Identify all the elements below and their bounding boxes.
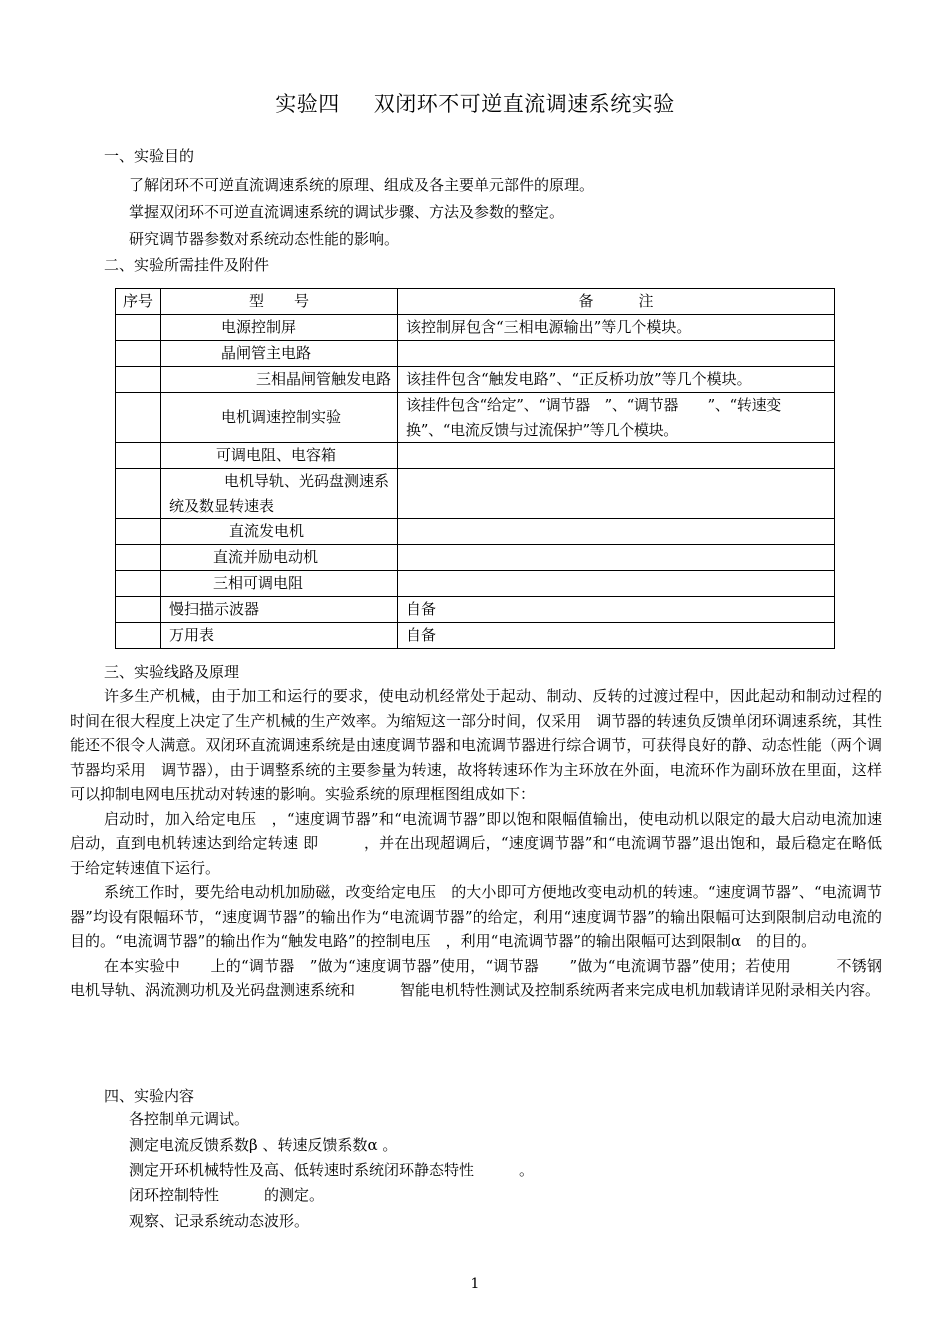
equipment-table xyxy=(115,288,835,649)
row-model: 直流发电机 xyxy=(161,519,398,545)
principle-paragraph-4: 在本实验中 上的“调节器 ”做为“速度调节器”使用，“调节器 ”做为“电流调节器”使用；若使用 不锈钢电机导轨、涡流测功机及光码盘测速系统和 智能电机特性测试及控制系统两者来完成电机加载请详见附录相关内容。 xyxy=(70,956,882,999)
row-model: 电源控制屏 xyxy=(161,315,398,341)
table-row xyxy=(116,367,835,393)
row-model: 可调电阻、电容箱 xyxy=(161,443,398,469)
objective-item-1: 了解闭环不可逆直流调速系统的原理、组成及各主要单元部件的原理。 xyxy=(129,176,595,194)
row-note: 该挂件包含“给定”、“调节器 ”、“调节器 ”、“转速变换”、“电流反馈与过流保护”等几个模块。 xyxy=(398,393,835,443)
title-experiment-number: 实验四 xyxy=(275,92,340,116)
principle-paragraph-3: 系统工作时，要先给电动机加励磁，改变给定电压 的大小即可方便地改变电动机的转速。“速度调节器”、“电流调节器”均设有限幅环节，“速度调节器”的输出作为“电流调节器”的给定，利用“速度调节器”的输出限幅可达到限制启动电流的目的。“电流调节器”的输出作为“触发电路”的控制电压 ，利用“电流调节器”的输出限幅可达到限制α 的目的。 xyxy=(70,883,882,950)
row-model: 直流并励电动机 xyxy=(161,545,398,571)
table-row xyxy=(116,393,835,443)
title-experiment-name: 双闭环不可逆直流调速系统实验 xyxy=(373,92,675,116)
row-note xyxy=(398,519,835,545)
row-number xyxy=(116,393,161,443)
section-4-heading: 四、实验内容 xyxy=(104,1087,195,1105)
section-1-heading: 一、实验目的 xyxy=(104,147,195,165)
row-number xyxy=(116,469,161,519)
content-item-4: 闭环控制特性 的测定。 xyxy=(129,1186,325,1204)
row-note xyxy=(398,545,835,571)
row-number xyxy=(116,443,161,469)
header-note: 备 注 xyxy=(398,289,835,315)
row-number xyxy=(116,623,161,649)
row-note xyxy=(398,469,835,519)
row-number xyxy=(116,341,161,367)
content-item-3: 测定开环机械特性及高、低转速时系统闭环静态特性 。 xyxy=(129,1161,535,1179)
row-model: 三相晶闸管触发电路 xyxy=(161,367,398,393)
table-row xyxy=(116,597,835,623)
row-number xyxy=(116,367,161,393)
header-model: 型 号 xyxy=(161,289,398,315)
row-model: 电机调速控制实验 xyxy=(161,393,398,443)
principle-text xyxy=(70,684,882,1003)
row-note: 该控制屏包含“三相电源输出”等几个模块。 xyxy=(398,315,835,341)
row-number xyxy=(116,571,161,597)
table-row xyxy=(116,341,835,367)
row-note: 自备 xyxy=(398,597,835,623)
objective-item-2: 掌握双闭环不可逆直流调速系统的调试步骤、方法及参数的整定。 xyxy=(129,203,565,221)
table-row xyxy=(116,315,835,341)
objective-item-3: 研究调节器参数对系统动态性能的影响。 xyxy=(129,230,400,248)
section-2-heading: 二、实验所需挂件及附件 xyxy=(104,256,270,274)
table-row xyxy=(116,469,835,519)
section-3-heading: 三、实验线路及原理 xyxy=(104,663,240,681)
header-number: 序号 xyxy=(116,289,161,315)
row-note xyxy=(398,341,835,367)
row-note xyxy=(398,571,835,597)
content-item-1: 各控制单元调试。 xyxy=(129,1110,250,1128)
table-row xyxy=(116,443,835,469)
table-row xyxy=(116,519,835,545)
row-model: 万用表 xyxy=(161,623,398,649)
row-number xyxy=(116,597,161,623)
row-note: 该挂件包含“触发电路”、“正反桥功放”等几个模块。 xyxy=(398,367,835,393)
row-number xyxy=(116,545,161,571)
principle-paragraph-1: 许多生产机械，由于加工和运行的要求，使电动机经常处于起动、制动、反转的过渡过程中，因此起动和制动过程的时间在很大程度上决定了生产机械的生产效率。为缩短这一部分时间，仅采用 调节器的转速负反馈单闭环调速系统，其性能还不很令人满意。双闭环直流调速系统是由速度调节器和电流调节器进行综合调节，可获得良好的静、动态性能（两个调节器均采用 调节器），由于调整系统的主要参量为转速，故将转速环作为主环放在外面，电流环作为副环放在里面，这样可以抑制电网电压扰动对转速的影响。实验系统的原理框图组成如下： xyxy=(70,687,882,803)
row-model: 三相可调电阻 xyxy=(161,571,398,597)
row-number xyxy=(116,519,161,545)
content-item-2: 测定电流反馈系数β 、转速反馈系数α 。 xyxy=(129,1136,398,1154)
row-note: 自备 xyxy=(398,623,835,649)
table-row xyxy=(116,571,835,597)
content-item-5: 观察、记录系统动态波形。 xyxy=(129,1212,310,1230)
row-number xyxy=(116,315,161,341)
row-model: 晶闸管主电路 xyxy=(161,341,398,367)
row-note xyxy=(398,443,835,469)
page-number: 1 xyxy=(470,1276,480,1292)
table-header-row xyxy=(116,289,835,315)
document-title xyxy=(0,88,950,118)
row-model: 慢扫描示波器 xyxy=(161,597,398,623)
row-model: 电机导轨、光码盘测速系统及数显转速表 xyxy=(161,469,398,519)
table-row xyxy=(116,545,835,571)
table-row xyxy=(116,623,835,649)
principle-paragraph-2: 启动时，加入给定电压 ，“速度调节器”和“电流调节器”即以饱和限幅值输出，使电动机以限定的最大启动电流加速启动，直到电机转速达到给定转速 即 ，并在出现超调后，“速度调节器”和“电流调节器”退出饱和，最后稳定在略低于给定转速值下运行。 xyxy=(70,809,882,877)
